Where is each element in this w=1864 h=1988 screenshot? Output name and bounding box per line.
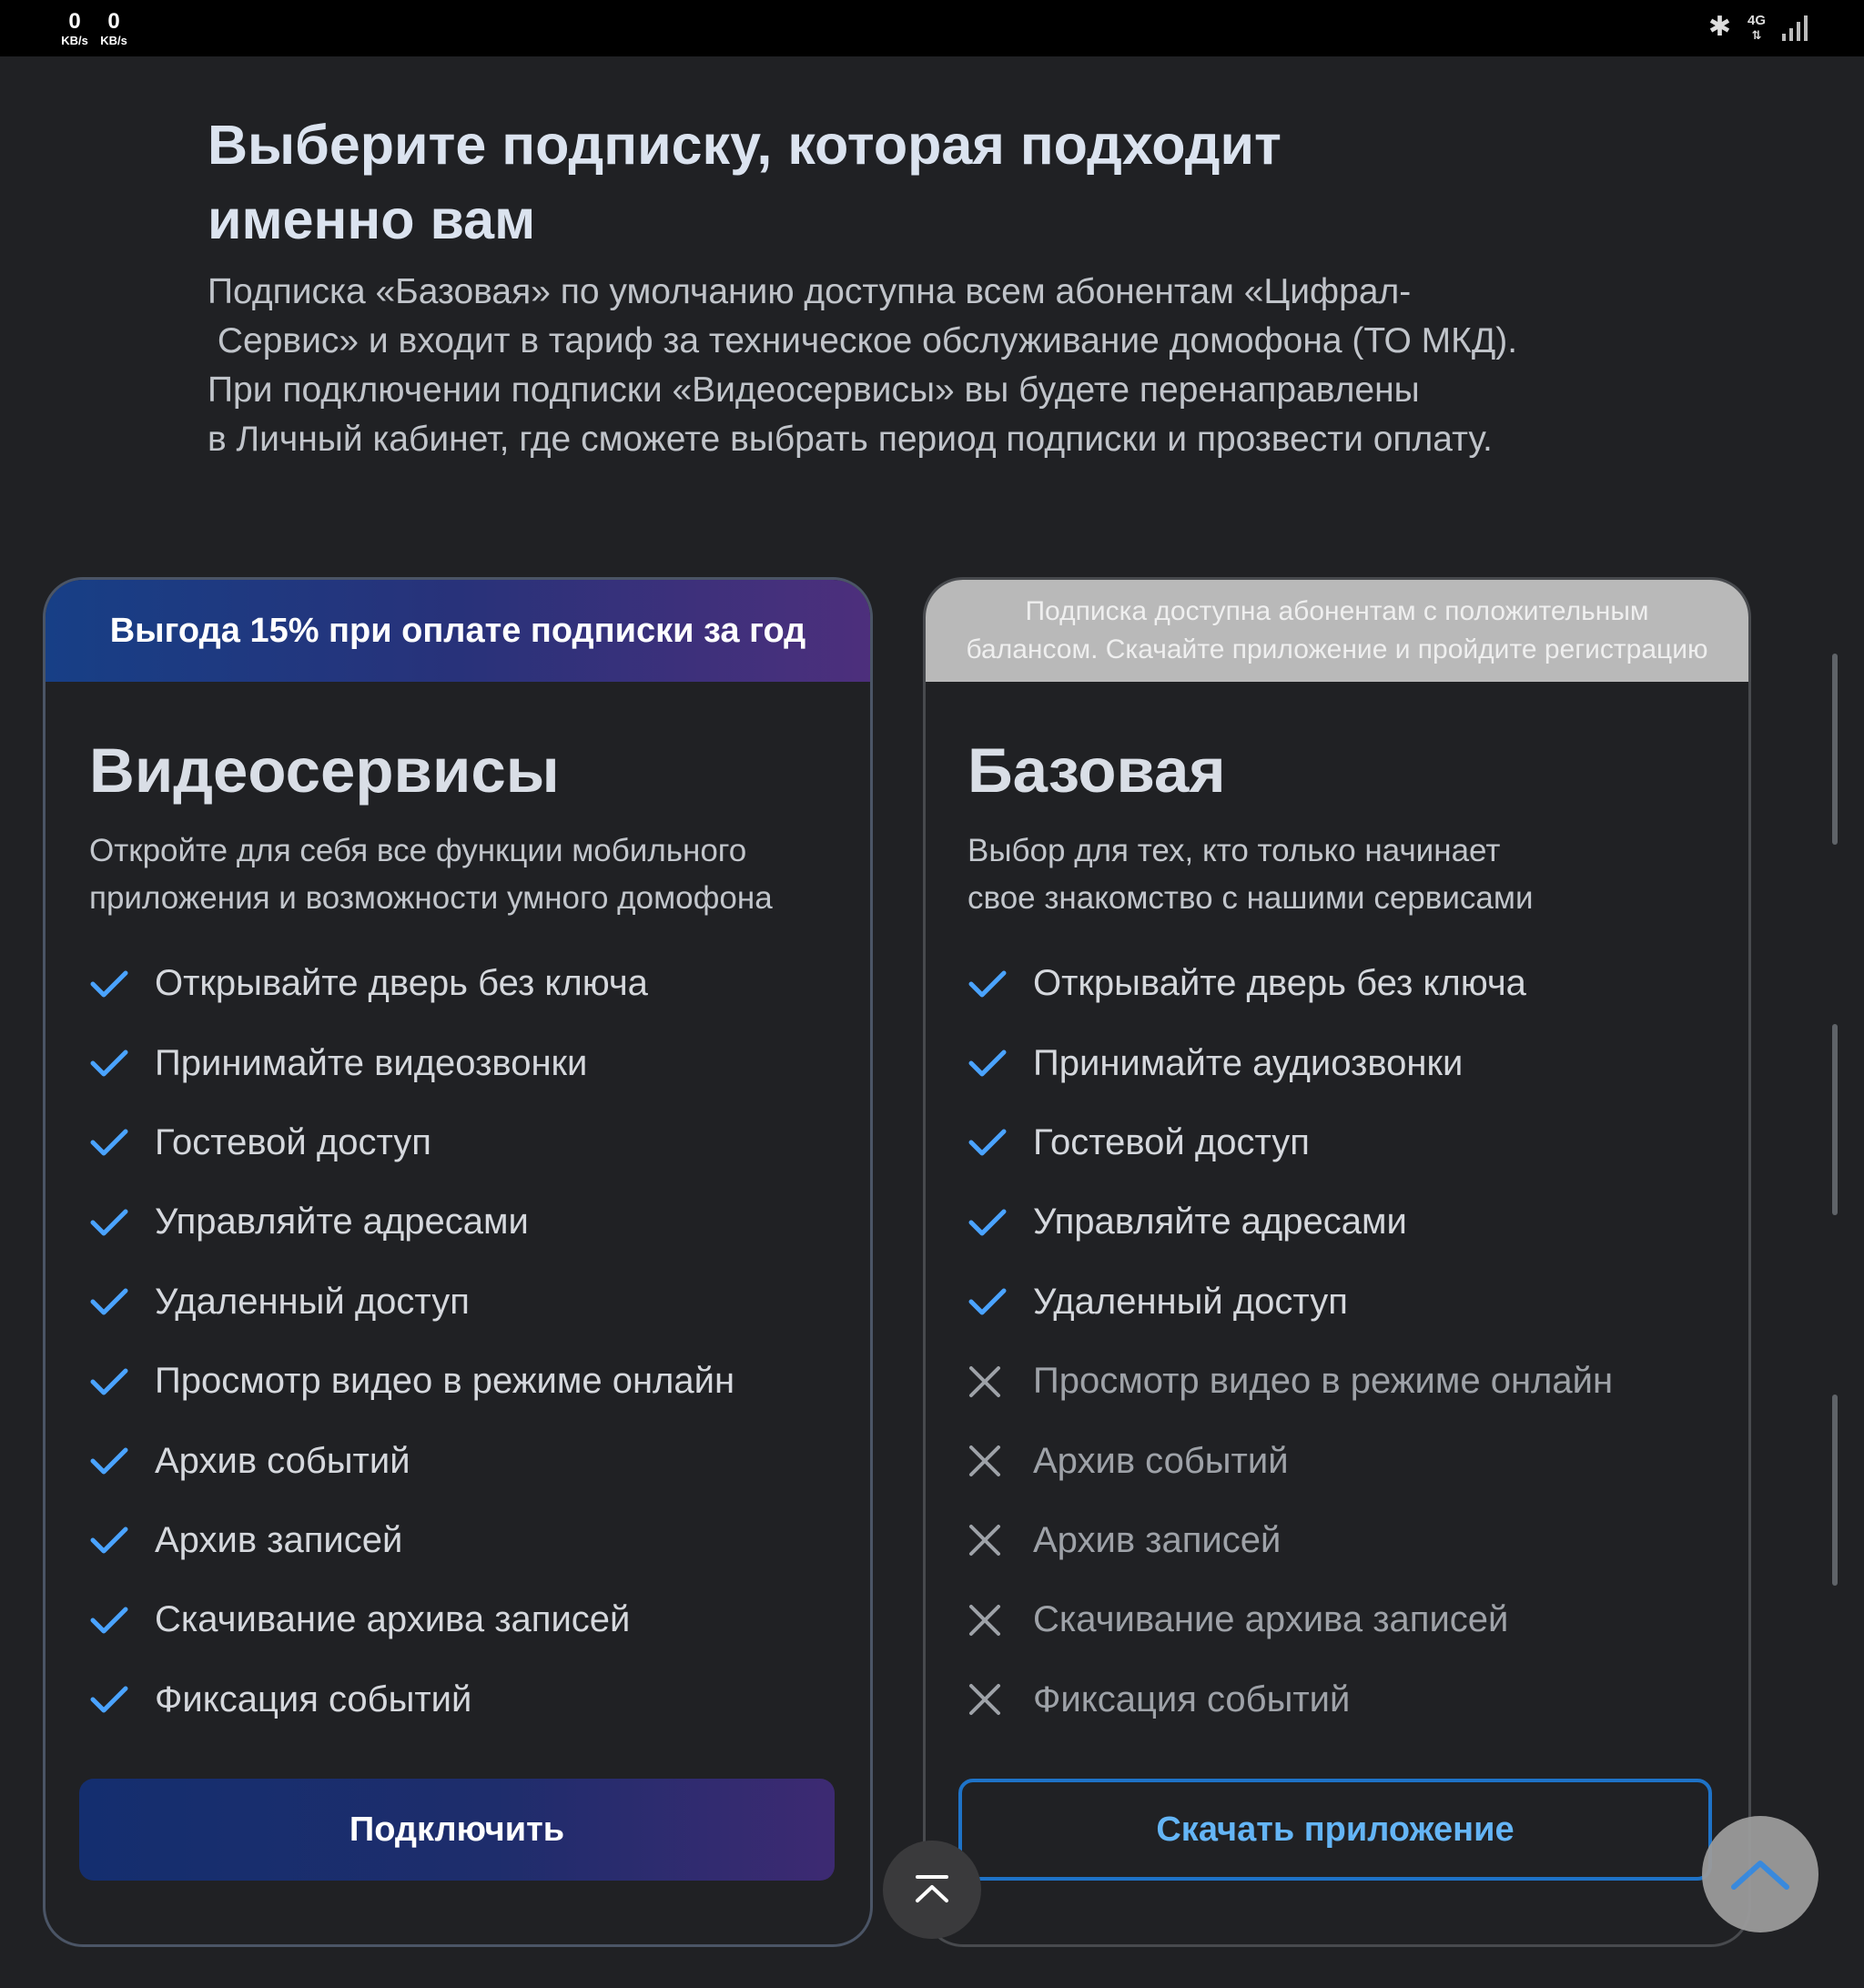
check-icon [89, 1359, 155, 1405]
feature-text: Просмотр видео в режиме онлайн [1033, 1361, 1614, 1402]
feature-text: Архив событий [1033, 1440, 1289, 1481]
feature-text: Управляйте адресами [155, 1202, 529, 1242]
chevron-up-bar-icon [912, 1871, 952, 1908]
scrollbar-track-segment [1832, 1024, 1838, 1215]
check-icon [89, 961, 155, 1007]
bluetooth-icon: ✱ [1707, 12, 1731, 42]
plan-title: Видеосервисы [89, 735, 560, 806]
notice-banner-line-2: балансом. Скачайте приложение и пройдите регистрацию [966, 634, 1708, 664]
feature-item [89, 1660, 734, 1740]
subscribe-button[interactable]: Подключить [79, 1779, 835, 1881]
net-up-value: 0 [68, 9, 81, 34]
notice-banner-line-1: Подписка доступна абонентам с положительным [1025, 596, 1649, 626]
status-bar [0, 0, 1864, 56]
check-icon [967, 1040, 1033, 1086]
feature-item [89, 944, 734, 1023]
signal-icon [1782, 14, 1808, 41]
feature-item [89, 1263, 734, 1342]
feature-text: Гостевой доступ [155, 1121, 431, 1162]
feature-list [967, 944, 1613, 1740]
plan-description-line-2: свое знакомство с нашими сервисами [967, 880, 1534, 916]
download-app-button[interactable]: Скачать приложение [958, 1779, 1712, 1881]
net-up-unit: KB/s [61, 34, 88, 47]
feature-text: Принимайте видеозвонки [155, 1042, 588, 1083]
lead-line-1: Подписка «Базовая» по умолчанию доступна всем абонентам «Цифрал- [208, 272, 1412, 311]
check-icon [89, 1200, 155, 1245]
feature-item [89, 1023, 734, 1102]
plan-description-line-2: приложения и возможности умного домофона [89, 880, 773, 916]
feature-item [967, 1580, 1613, 1659]
net-down-unit: KB/s [100, 34, 127, 47]
feature-item [967, 1342, 1613, 1421]
page-title [208, 107, 1573, 257]
scrollbar-thumb[interactable] [1832, 654, 1838, 845]
plan-description [967, 827, 1714, 922]
feature-text: Удаленный доступ [155, 1281, 470, 1322]
cross-icon [967, 1438, 1033, 1484]
feature-item [967, 944, 1613, 1023]
cross-icon [967, 1598, 1033, 1643]
feature-text: Фиксация событий [155, 1679, 472, 1719]
feature-list [89, 944, 734, 1740]
feature-text: Скачивание архива записей [1033, 1599, 1509, 1640]
chevron-up-icon [1728, 1856, 1792, 1892]
page-title-line-2: именно вам [208, 188, 536, 250]
feature-text: Гостевой доступ [1033, 1121, 1310, 1162]
check-icon [967, 961, 1033, 1007]
promo-banner-text: Выгода 15% при оплате подписки за год [109, 611, 806, 650]
plan-card-basic [923, 577, 1751, 1947]
plan-description-line-1: Откройте для себя все функции мобильного [89, 833, 747, 868]
feature-item [967, 1660, 1613, 1740]
feature-text: Принимайте аудиозвонки [1033, 1042, 1464, 1083]
check-icon [89, 1120, 155, 1165]
scroll-to-top-button[interactable] [883, 1841, 981, 1939]
feature-text: Скачивание архива записей [155, 1599, 631, 1640]
feature-item [967, 1023, 1613, 1102]
check-icon [89, 1040, 155, 1086]
check-icon [967, 1200, 1033, 1245]
scrollbar-track-segment [1832, 1395, 1838, 1586]
feature-text: Открывайте дверь без ключа [155, 963, 648, 1004]
feature-item [967, 1103, 1613, 1182]
cross-icon [967, 1517, 1033, 1563]
check-icon [89, 1517, 155, 1563]
lead-line-2: Сервис» и входит в тариф за техническое обслуживание домофона (ТО МКД). [208, 321, 1518, 360]
feature-item [89, 1580, 734, 1659]
plan-description-line-1: Выбор для тех, кто только начинает [967, 833, 1501, 868]
feature-text: Открывайте дверь без ключа [1033, 963, 1526, 1004]
feature-text: Архив событий [155, 1440, 410, 1481]
feature-item [89, 1182, 734, 1262]
feature-item [89, 1501, 734, 1580]
feature-item [89, 1421, 734, 1500]
network-4g-icon: 4G ⇅ [1747, 13, 1766, 42]
feature-text: Фиксация событий [1033, 1679, 1351, 1719]
check-icon [89, 1598, 155, 1643]
feature-text: Управляйте адресами [1033, 1202, 1407, 1242]
feature-text: Архив записей [1033, 1519, 1282, 1560]
feature-item [89, 1342, 734, 1421]
feature-text: Архив записей [155, 1519, 403, 1560]
feature-text: Удаленный доступ [1033, 1281, 1348, 1322]
lead-line-4: в Личный кабинет, где сможете выбрать период подписки и прозвести оплату. [208, 420, 1493, 459]
feature-item [967, 1501, 1613, 1580]
lead-line-3: При подключении подписки «Видеосервисы» вы будете перенаправлены [208, 370, 1420, 410]
check-icon [89, 1279, 155, 1324]
check-icon [967, 1279, 1033, 1324]
feature-item [967, 1263, 1613, 1342]
feature-item [967, 1421, 1613, 1500]
plan-card-videoservices [43, 577, 873, 1947]
page-lead-text [208, 268, 1682, 464]
check-icon [89, 1677, 155, 1722]
notice-banner [926, 580, 1748, 682]
cross-icon [967, 1677, 1033, 1722]
feature-text: Просмотр видео в режиме онлайн [155, 1361, 735, 1402]
net-speed-down [86, 11, 141, 46]
check-icon [89, 1438, 155, 1484]
fab-up-button[interactable] [1702, 1816, 1818, 1932]
feature-item [967, 1182, 1613, 1262]
feature-item [89, 1103, 734, 1182]
page-title-line-1: Выберите подписку, которая подходит [208, 114, 1282, 176]
network-type: 4G [1747, 13, 1766, 28]
promo-banner [46, 580, 870, 682]
plan-title: Базовая [967, 735, 1226, 806]
cross-icon [967, 1359, 1033, 1405]
check-icon [967, 1120, 1033, 1165]
net-down-value: 0 [107, 9, 120, 34]
plan-description [89, 827, 836, 922]
